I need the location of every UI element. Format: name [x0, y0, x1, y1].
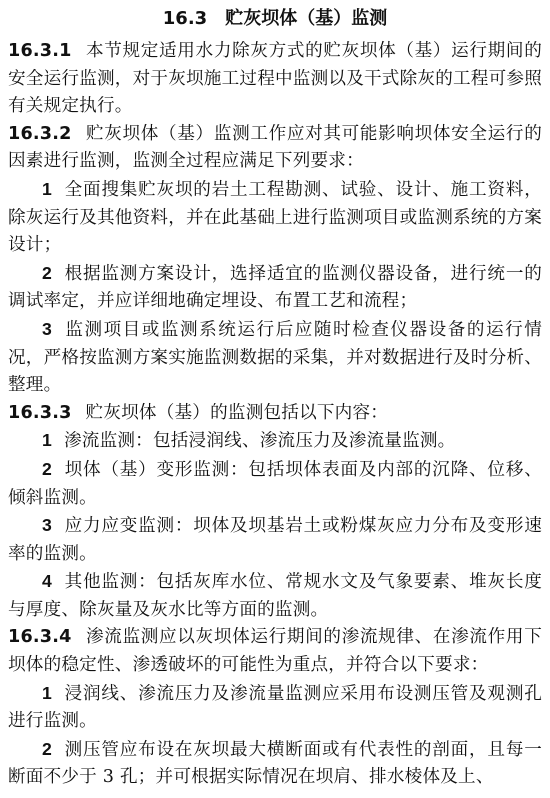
clause-16-3-3: 16.3.3 贮灰坝体（基）的监测包括以下内容： — [8, 402, 389, 423]
list-item: 2 测压管应布设在灰坝最大横断面或有代表性的剖面，且每一断面不少于 3 孔；并可根据实际情况在坝肩、排水棱体及上、 — [8, 738, 542, 788]
clause-16-3-4: 16.3.4 渗流监测应以灰坝体运行期间的渗流规律、在渗流作用下坝体的稳定性、渗透破坏的可能性为重点，并符合以下要求： — [8, 627, 542, 676]
list-item: 2 根据监测方案设计，选择适宜的监测仪器设备，进行统一的调试率定，并应详细地确定埋设、布置工艺和流程； — [8, 262, 542, 312]
list-item: 1 渗流监测：包括浸润线、渗流压力及渗流量监测。 — [42, 430, 456, 452]
section-title-text: 贮灰坝体（基）监测 — [225, 8, 388, 29]
list-item: 2 坝体（基）变形监测：包括坝体表面及内部的沉降、位移、倾斜监测。 — [8, 458, 542, 508]
clause-16-3-2: 16.3.2 贮灰坝体（基）监测工作应对其可能影响坝体安全运行的因素进行监测，监测全过程应满足下列要求： — [8, 123, 542, 172]
list-item: 1 全面搜集贮灰坝的岩土工程勘测、试验、设计、施工资料，除灰运行及其他资料，并在此基础上进行监测项目或监测系统的方案设计； — [8, 178, 542, 256]
list-item: 4 其他监测：包括灰库水位、常规水文及气象要素、堆灰长度与厚度、除灰量及灰水比等方面的监测。 — [8, 571, 542, 620]
section-title-number: 16.3 — [162, 8, 208, 29]
list-item: 3 应力应变监测：坝体及坝基岩土或粉煤灰应力分布及变形速率的监测。 — [8, 515, 542, 564]
clause-16-3-1: 16.3.1 本节规定适用水力除灰方式的贮灰坝体（基）运行期间的安全运行监测，对于灰坝施工过程中监测以及干式除灰的工程可参照有关规定执行。 — [8, 41, 542, 117]
list-item: 1 浸润线、渗流压力及渗流量监测应采用布设测压管及观测孔进行监测。 — [8, 682, 542, 732]
list-item: 3 监测项目或监测系统运行后应随时检查仪器设备的运行情况，严格按监测方案实施监测数据的采集，并对数据进行及时分析、整理。 — [8, 318, 542, 396]
section-title — [8, 4, 542, 34]
